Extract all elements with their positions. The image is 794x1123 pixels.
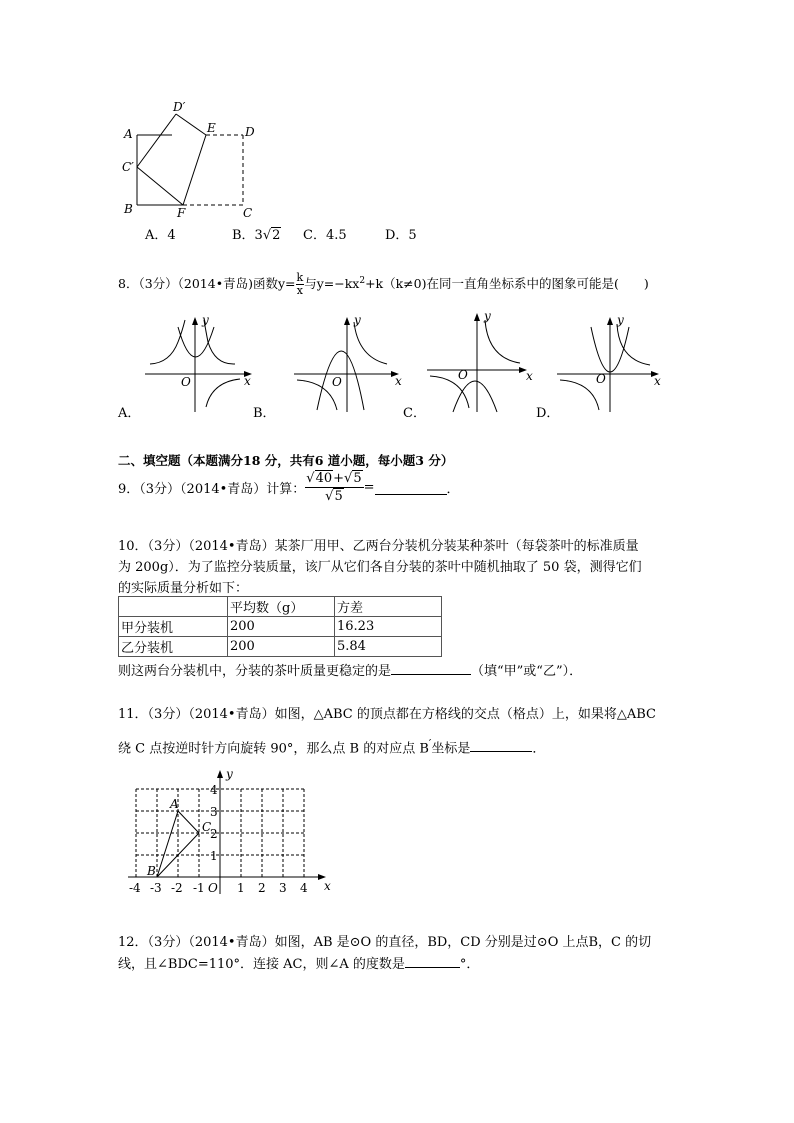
q11-ytick: 3 xyxy=(210,805,218,819)
q7-label-F: F xyxy=(177,206,186,220)
q11-line2-mark: ′ xyxy=(428,737,432,750)
q8-graph-b xyxy=(292,312,412,417)
q11-line2-mid: 坐标是 xyxy=(431,741,471,757)
q8-b-x-label: x xyxy=(395,374,402,388)
q11-line2-end: ． xyxy=(532,741,546,757)
q9-eq: = xyxy=(363,480,375,495)
q10-line3: 的实际质量分析如下： xyxy=(118,581,249,596)
q10-after-suffix: （填“甲”或“乙”）． xyxy=(471,664,583,679)
q11-xtick: 4 xyxy=(300,881,308,895)
table-cell: 甲分装机 xyxy=(119,617,228,637)
q7-option-d: D．5 xyxy=(385,228,417,243)
table-cell: 200 xyxy=(228,637,335,657)
q9-den: 5 xyxy=(334,489,343,504)
q8-a-y-label: y xyxy=(202,313,209,327)
table-header-cell: 平均数（g） xyxy=(228,597,335,617)
q11-ytick: 4 xyxy=(210,783,218,797)
q8-fraction xyxy=(296,272,305,297)
q11-xtick: -1 xyxy=(193,881,205,895)
q12-line2-end: °． xyxy=(459,957,480,972)
q7-label-A: A xyxy=(124,127,133,141)
table-header-row xyxy=(119,597,442,617)
q11-xtick: -2 xyxy=(171,881,183,895)
q12-line2-prefix: 线，且∠BDC=110°．连接 AC，则∠A 的度数是 xyxy=(118,957,405,972)
q8-question xyxy=(118,272,649,297)
table-cell: 16.23 xyxy=(335,617,442,637)
q10-line2: 为 200g）．为了监控分装质量，该厂从它们各自分装的茶叶中随机抽取了 50 袋，测得它们 xyxy=(118,560,642,575)
q7-label-D-prime: D′ xyxy=(173,100,186,114)
q9-num-a: 40 xyxy=(315,471,333,486)
q8-graph-d xyxy=(555,312,675,417)
q11-line2 xyxy=(118,737,545,756)
table-header-cell xyxy=(119,597,228,617)
q7-label-E: E xyxy=(207,121,216,135)
table-header-cell: 方差 xyxy=(335,597,442,617)
q7-option-b-prefix: B．3 xyxy=(232,228,263,243)
q11-ytick: 1 xyxy=(210,849,218,863)
q7-option-b: B．3√2 xyxy=(232,228,281,243)
q9-question xyxy=(118,470,460,510)
q9-answer-blank[interactable] xyxy=(375,480,447,495)
q10-line1: 10．（3分）（2014•青岛）某茶厂用甲、乙两台分装机分装某种茶叶（每袋茶叶的标准质量 xyxy=(118,539,639,554)
q8-sup: 2 xyxy=(359,275,366,286)
q11-line1: 11．（3分）（2014•青岛）如图，△ABC 的顶点都在方格线的交点（格点）上，如果将△ABC xyxy=(118,707,656,722)
table-row xyxy=(119,617,442,637)
table-cell: 200 xyxy=(228,617,335,637)
q11-line2-prefix: 绕 C 点按逆时针方向旋转 90°，那么点 B 的对应点 B xyxy=(118,741,429,757)
q11-point-A: A xyxy=(170,797,179,811)
q8-suffix: +k（k≠0)在同一直角坐标系中的图象可能是( ) xyxy=(365,276,649,291)
q7-label-C-prime: C′ xyxy=(122,160,134,174)
q11-xtick: -4 xyxy=(129,881,141,895)
q11-origin: O xyxy=(208,881,218,895)
q8-c-x-label: x xyxy=(526,369,533,383)
q8-option-d: D． xyxy=(536,406,560,421)
q8-b-origin: O xyxy=(332,375,342,389)
q8-option-b: B． xyxy=(253,406,276,421)
q8-c-y-label: y xyxy=(484,309,491,323)
q11-xtick: -3 xyxy=(150,881,162,895)
q9-fraction: $\frac{√40+√5}{√5}$ xyxy=(306,471,362,504)
q8-c-origin: O xyxy=(458,368,468,382)
q8-frac-den: x xyxy=(296,284,303,297)
q8-prefix: 8．（3分）（2014•青岛)函数y= xyxy=(118,276,296,291)
q8-d-origin: O xyxy=(596,372,606,386)
q8-d-x-label: x xyxy=(654,374,661,388)
q11-xtick: 3 xyxy=(279,881,287,895)
q11-x-axis-label: x xyxy=(324,879,331,893)
q10-answer-blank[interactable] xyxy=(391,660,471,675)
q10-after-prefix: 则这两台分装机中，分装的茶叶质量更稳定的是 xyxy=(118,664,392,679)
q8-a-x-label: x xyxy=(244,374,251,388)
q12-answer-blank[interactable] xyxy=(405,953,460,968)
q9-end: ． xyxy=(446,482,460,497)
table-cell: 乙分装机 xyxy=(119,637,228,657)
q8-graph-a xyxy=(140,312,260,417)
q9-prefix: 9．（3分）（2014•青岛）计算： xyxy=(118,482,306,497)
q8-option-a: A． xyxy=(118,406,141,421)
q7-option-c: C．4.5 xyxy=(303,228,347,243)
q7-label-B: B xyxy=(124,202,133,216)
q11-xtick: 2 xyxy=(258,881,266,895)
q7-option-b-radicand: 2 xyxy=(272,228,281,243)
q10-table xyxy=(118,596,442,657)
q11-grid-figure xyxy=(118,764,348,899)
q7-figure xyxy=(110,95,290,220)
q8-mid: 与y=−kx xyxy=(304,276,360,291)
q12-line1: 12．（3分）（2014•青岛）如图，AB 是⊙O 的直径，BD，CD 分别是过⊙O 上点B，C 的切 xyxy=(118,935,652,950)
q11-y-axis-label: y xyxy=(226,767,233,781)
table-row xyxy=(119,637,442,657)
q11-ytick: 2 xyxy=(210,827,218,841)
q11-xtick: 1 xyxy=(237,881,245,895)
q11-answer-blank[interactable] xyxy=(470,737,532,752)
table-cell: 5.84 xyxy=(335,637,442,657)
q9-plus: + xyxy=(333,471,345,486)
section2-heading: 二、填空题（本题满分18 分，共有6 道小题，每小题3 分） xyxy=(118,453,454,468)
q11-point-B: B xyxy=(147,864,156,878)
q11-point-C: C xyxy=(202,820,212,834)
q7-label-D: D xyxy=(245,125,255,139)
q8-a-origin: O xyxy=(181,375,191,389)
q10-answer-line xyxy=(118,660,582,679)
q8-option-c: C． xyxy=(403,406,426,421)
q7-option-a: A．4 xyxy=(145,228,176,243)
q8-b-y-label: y xyxy=(354,313,361,327)
q8-graph-c xyxy=(425,308,545,413)
q8-frac-num: k xyxy=(296,271,304,284)
q12-line2 xyxy=(118,953,479,972)
q9-num-b: 5 xyxy=(353,471,362,486)
q7-label-C: C xyxy=(243,206,253,220)
q8-d-y-label: y xyxy=(617,313,624,327)
